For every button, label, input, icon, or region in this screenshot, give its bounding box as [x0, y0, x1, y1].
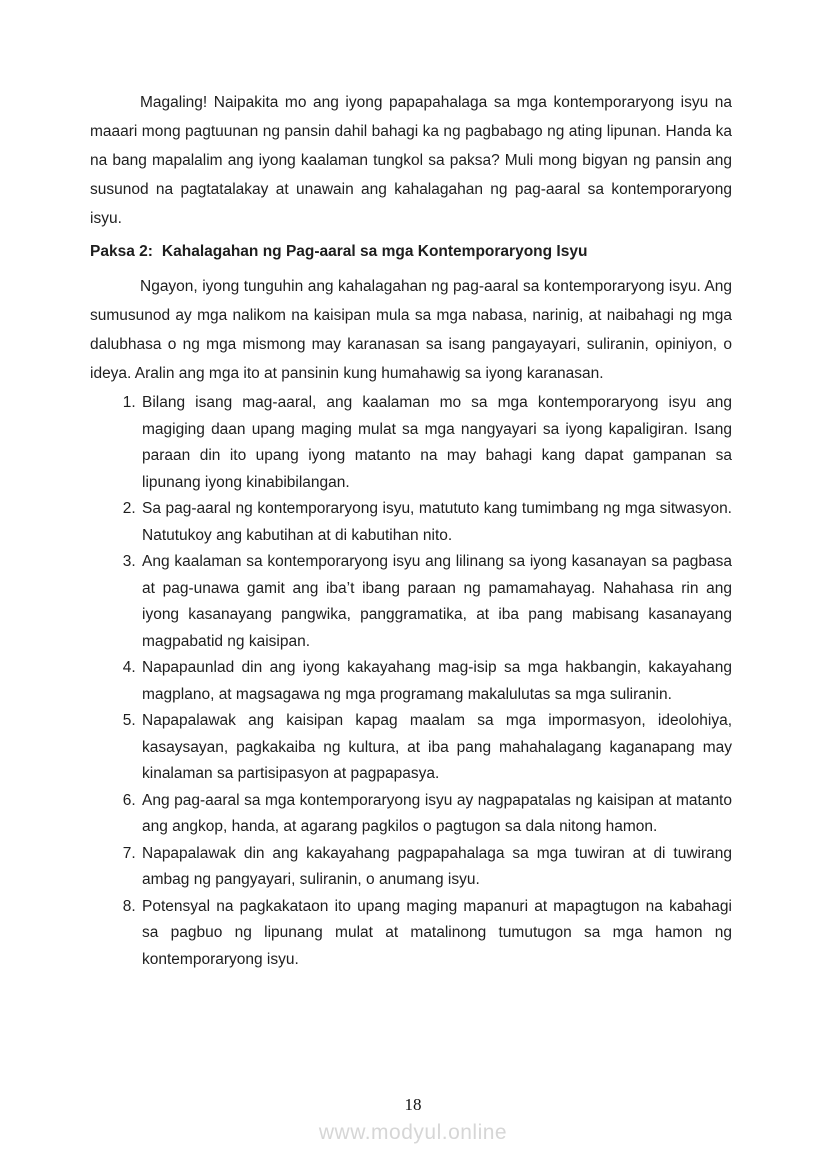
watermark: www.modyul.online: [318, 1121, 508, 1144]
list-item: 2. Sa pag-aaral ng kontemporaryong isyu, matututo kang tumimbang ng mga sitwasyon. Natutukoy ang kabutihan at di kabutihan nito.: [140, 496, 732, 549]
list-item: 3. Ang kaalaman sa kontemporaryong isyu ang lilinang sa iyong kasanayan sa pagbasa at pag-unawa gamit ang iba’t ibang paraan ng pamamahayag. Nahahasa rin ang iyong kasanayang pangwika, panggramatika, at iba pang mabisang kasanayang magpabatid ng kaisipan.: [140, 549, 732, 655]
list-item: 6. Ang pag-aaral sa mga kontemporaryong isyu ay nagpapatalas ng kaisipan at matanto ang angkop, handa, at agarang pagkilos o pagtugon sa dala nitong hamon.: [140, 788, 732, 841]
reasons-list: [90, 390, 732, 973]
section-heading-title: Kahalagahan ng Pag-aaral sa mga Kontemporaryong Isyu: [161, 243, 588, 260]
section-heading-label: Paksa 2:: [90, 243, 153, 260]
list-item: 7. Napapalawak din ang kakayahang pagpapahalaga sa mga tuwiran at di tuwirang ambag ng pangyayari, suliranin, o anumang isyu.: [140, 841, 732, 894]
page-number: 18: [404, 1095, 422, 1114]
list-item: 8. Potensyal na pagkakataon ito upang maging mapanuri at mapagtugon na kabahagi sa pagbuo ng lipunang mulat at matalinong tumutugon sa mga hamon ng kontemporaryong isyu.: [140, 894, 732, 974]
intro-paragraph: Magaling! Naipakita mo ang iyong papapahalaga sa mga kontemporaryong isyu na maaari mong pagtuunan ng pansin dahil bahagi ka ng pagbabago ng ating lipunan. Handa ka na bang mapalalim ang iyong kaalaman tungkol sa paksa? Muli mong bigyan ng pansin ang susunod na pagtatalakay at unawain ang kahalagahan ng pag-aaral sa kontemporaryong isyu.: [90, 94, 732, 227]
topic-paragraph: Ngayon, iyong tunguhin ang kahalagahan ng pag-aaral sa kontemporaryong isyu. Ang sumusunod ay mga nalikom na kaisipan mula sa mga nabasa, narinig, at naibahagi ng mga dalubhasa o ng mga mismong may karanasan sa isang pangayayari, suliranin, opiniyon, o ideya. Aralin ang mga ito at pansinin kung humahawig sa iyong karanasan.: [90, 278, 732, 382]
list-item: 5. Napapalawak ang kaisipan kapag maalam sa mga impormasyon, ideolohiya, kasaysayan, pagkakaiba ng kultura, at iba pang mahahalagang kaganapang may kinalaman sa partisipasyon at pagpapasya.: [140, 708, 732, 788]
section-heading: [90, 237, 732, 266]
list-item: 4. Napapaunlad din ang iyong kakayahang mag-isip sa mga hakbangin, kakayahang magplano, at magsagawa ng mga programang makalulutas sa mga suliranin.: [140, 655, 732, 708]
list-item: 1. Bilang isang mag-aaral, ang kaalaman mo sa mga kontemporaryong isyu ang magiging daan upang maging mulat sa mga nangyayari sa iyong kapaligiran. Isang paraan din ito upang iyong matanto na may bahagi kang dapat gampanan sa lipunang iyong kinabibilangan.: [140, 390, 732, 496]
page-content: [90, 88, 732, 973]
